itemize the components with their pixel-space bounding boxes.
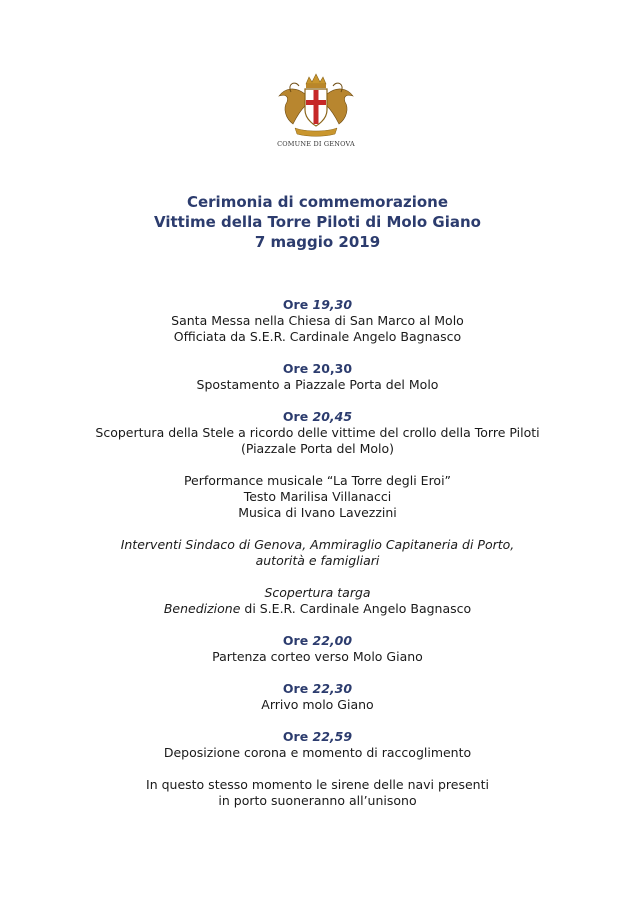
city-crest bbox=[275, 72, 357, 150]
page-title bbox=[0, 192, 635, 252]
time-2045: Ore 20,45 bbox=[282, 409, 353, 424]
time-2200: Ore 22,00 bbox=[282, 633, 353, 648]
time-2230: Ore 22,30 bbox=[282, 681, 353, 696]
event-deposizione: Deposizione corona e momento di raccoglimento bbox=[163, 745, 472, 760]
event-santa-messa: Santa Messa nella Chiesa di San Marco al Molo bbox=[171, 313, 464, 328]
closing-line-1: In questo stesso momento le sirene delle navi presenti bbox=[146, 777, 489, 792]
event-scopertura-stele: Scopertura della Stele a ricordo delle vittime del crollo della Torre Piloti bbox=[95, 425, 540, 440]
event-partenza: Partenza corteo verso Molo Giano bbox=[212, 649, 423, 664]
title-line-2: Vittime della Torre Piloti di Molo Giano bbox=[154, 213, 481, 231]
event-arrivo: Arrivo molo Giano bbox=[261, 697, 374, 712]
event-testo: Testo Marilisa Villanacci bbox=[243, 489, 392, 504]
genova-crest-icon bbox=[275, 72, 357, 138]
time-2030: Ore 20,30 bbox=[282, 361, 353, 376]
event-musica: Musica di Ivano Lavezzini bbox=[238, 505, 397, 520]
event-spostamento: Spostamento a Piazzale Porta del Molo bbox=[196, 377, 439, 392]
title-line-3: 7 maggio 2019 bbox=[254, 233, 381, 251]
time-1930: Ore 19,30 bbox=[282, 297, 353, 312]
program-list bbox=[0, 297, 635, 809]
crest-caption: COMUNE DI GENOVA bbox=[277, 140, 355, 148]
event-piazzale: (Piazzale Porta del Molo) bbox=[240, 441, 395, 456]
event-interventi: Interventi Sindaco di Genova, Ammiraglio Capitaneria di Porto, bbox=[120, 537, 515, 552]
event-scopertura-targa: Scopertura targa bbox=[264, 585, 371, 600]
time-2259: Ore 22,59 bbox=[282, 729, 353, 744]
event-performance: Performance musicale “La Torre degli Eroi” bbox=[183, 473, 452, 488]
event-autorita: autorità e famigliari bbox=[255, 553, 380, 568]
event-officiata: Officiata da S.E.R. Cardinale Angelo Bagnasco bbox=[173, 329, 462, 344]
title-line-1: Cerimonia di commemorazione bbox=[186, 193, 449, 211]
event-benedizione: Benedizione di S.E.R. Cardinale Angelo Bagnasco bbox=[163, 601, 472, 616]
closing-line-2: in porto suoneranno all’unisono bbox=[218, 793, 417, 808]
